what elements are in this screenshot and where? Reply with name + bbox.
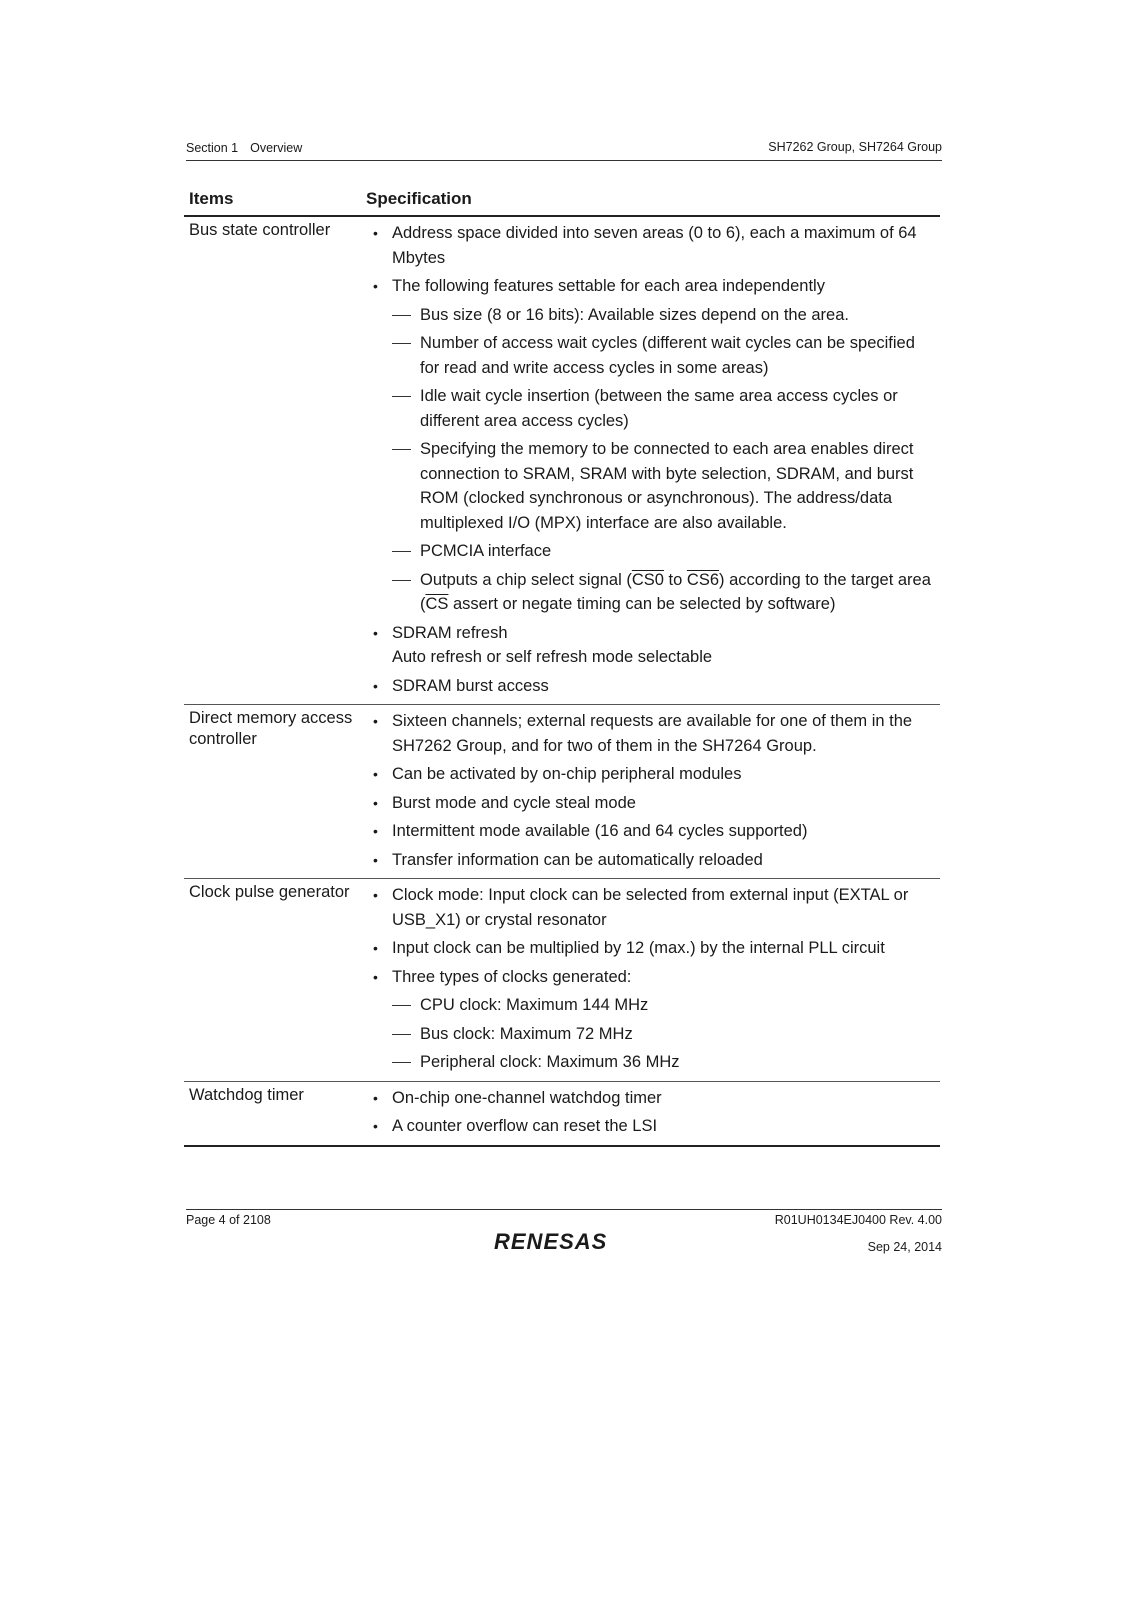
bullet-icon: •: [373, 1089, 378, 1106]
bullet-item: [364, 848, 940, 873]
spec-text: Specifying the memory to be connected to each area enables direct connection to SRAM, SRAM with byte selection, SDRAM, and burst ROM (clocked synchronous or asynchronous). The address/data multiplexed I/O (MPX) interface are also available.: [420, 440, 914, 532]
item-name: Watchdog timer: [189, 1085, 304, 1104]
spec-text: Input clock can be multiplied by 12 (max.) by the internal PLL circuit: [392, 939, 885, 957]
spec-text: Can be activated by on-chip peripheral modules: [392, 765, 742, 783]
spec-text: Peripheral clock: Maximum 36 MHz: [420, 1053, 680, 1071]
dash-icon: [392, 437, 420, 535]
bullet-icon: •: [373, 225, 378, 241]
spec-text: Number of access wait cycles (different wait cycles can be specified for read and write access cycles in some areas): [420, 334, 915, 377]
bullet-icon: •: [373, 766, 378, 782]
bullet-icon: •: [373, 713, 378, 729]
items-column-header: Items: [189, 189, 234, 208]
spec-text: Intermittent mode available (16 and 64 cycles supported): [392, 822, 808, 840]
page-header: [186, 139, 942, 161]
table-row: [184, 879, 940, 1082]
bullet-icon: •: [373, 968, 378, 985]
spec-text: SDRAM refresh Auto refresh or self refresh mode selectable: [392, 623, 713, 666]
spec-text: Bus size (8 or 16 bits): Available sizes depend on the area.: [420, 305, 849, 324]
dash-icon: [392, 1022, 420, 1047]
page-footer: [186, 1209, 942, 1270]
dash-icon: [392, 568, 420, 617]
item-name: Bus state controller: [189, 221, 331, 239]
document-date: Sep 24, 2014: [867, 1240, 942, 1254]
document-number: R01UH0134EJ0400 Rev. 4.00: [774, 1213, 942, 1227]
table-row: [184, 217, 940, 705]
bullet-item: [364, 791, 940, 816]
bullet-icon: •: [373, 823, 378, 839]
table-body: [184, 217, 940, 1147]
bullet-item: [364, 674, 940, 699]
bullet-icon: •: [373, 278, 378, 294]
spec-text: SDRAM burst access: [392, 676, 549, 695]
dash-icon: [392, 993, 420, 1018]
table-row: [184, 705, 940, 879]
spec-text: The following features settable for each area independently: [392, 277, 825, 295]
section-title: Overview: [250, 141, 303, 155]
specification-cell: [364, 705, 940, 878]
bullet-item: [364, 621, 940, 670]
bullet-item: [364, 221, 940, 270]
sub-item: [364, 1050, 940, 1075]
sub-item: [364, 331, 940, 380]
sub-item: [364, 303, 940, 328]
table-header: [184, 183, 940, 217]
section-number: Section 1: [186, 141, 239, 155]
bullet-item: [364, 819, 940, 844]
group-label: SH7262 Group, SH7264 Group: [768, 140, 942, 154]
sub-item: [364, 1022, 940, 1047]
renesas-logo: RENESAS: [494, 1229, 608, 1254]
dash-icon: [392, 331, 420, 380]
bullet-item: [364, 883, 940, 932]
specification-cell: [364, 879, 940, 1081]
dash-icon: [392, 384, 420, 433]
spec-text: Address space divided into seven areas (0 to 6), each a maximum of 64 Mbytes: [392, 224, 917, 267]
bullet-item: [364, 1114, 940, 1139]
sub-item: [364, 437, 940, 535]
dash-icon: [392, 539, 420, 564]
bullet-icon: •: [373, 794, 378, 811]
bullet-icon: •: [373, 677, 378, 694]
bullet-item: [364, 936, 940, 961]
spec-text: Transfer information can be automatically reloaded: [392, 850, 763, 869]
sub-item: [364, 993, 940, 1018]
bullet-icon: •: [373, 851, 378, 868]
active-low-signal: CS0: [631, 570, 664, 589]
spec-text: Bus clock: Maximum 72 MHz: [420, 1024, 633, 1043]
spec-text: Burst mode and cycle steal mode: [392, 793, 636, 812]
spec-text: CPU clock: Maximum 144 MHz: [420, 996, 649, 1014]
active-low-signal: $\overline{CS}$: [425, 595, 449, 613]
sub-item: [364, 384, 940, 433]
bullet-icon: •: [373, 624, 378, 641]
spec-text: Clock mode: Input clock can be selected from external input (EXTAL or USB_X1) or crystal resonator: [392, 886, 909, 929]
bullet-icon: •: [373, 1118, 378, 1134]
spec-text: Idle wait cycle insertion (between the same area access cycles or different area access cycles): [420, 387, 898, 430]
dash-icon: [392, 303, 420, 328]
sub-item: [364, 539, 940, 564]
specification-cell: [364, 217, 940, 704]
bullet-item: [364, 762, 940, 787]
spec-text: PCMCIA interface: [420, 542, 552, 560]
spec-text: Outputs a chip select signal (CS0 to CS6) according to the target area ($\overline{CS}$ assert or negate timing can be selected by software): [420, 570, 931, 613]
item-name: Clock pulse generator: [189, 883, 350, 901]
table-row: [184, 1082, 940, 1147]
bullet-icon: •: [373, 940, 378, 956]
section-label: [186, 141, 302, 155]
specification-table: [184, 183, 940, 1147]
sub-item: [364, 568, 940, 617]
page-number: Page 4 of 2108: [186, 1213, 271, 1227]
spec-text: On-chip one-channel watchdog timer: [392, 1088, 662, 1107]
bullet-item: [364, 709, 940, 758]
bullet-icon: •: [373, 887, 378, 903]
spec-text: A counter overflow can reset the LSI: [392, 1117, 658, 1135]
bullet-item: [364, 1086, 940, 1111]
specification-cell: [364, 1082, 940, 1145]
bullet-item: [364, 274, 940, 299]
spec-text: Three types of clocks generated:: [392, 967, 632, 986]
active-low-signal: CS6: [686, 570, 720, 589]
spec-text: Sixteen channels; external requests are available for one of them in the SH7262 Group, and for two of them in the SH7264 Group.: [392, 712, 913, 755]
bullet-item: [364, 965, 940, 990]
item-name: Direct memory access controller: [189, 709, 353, 748]
dash-icon: [392, 1050, 420, 1075]
specification-column-header: Specification: [366, 189, 472, 208]
